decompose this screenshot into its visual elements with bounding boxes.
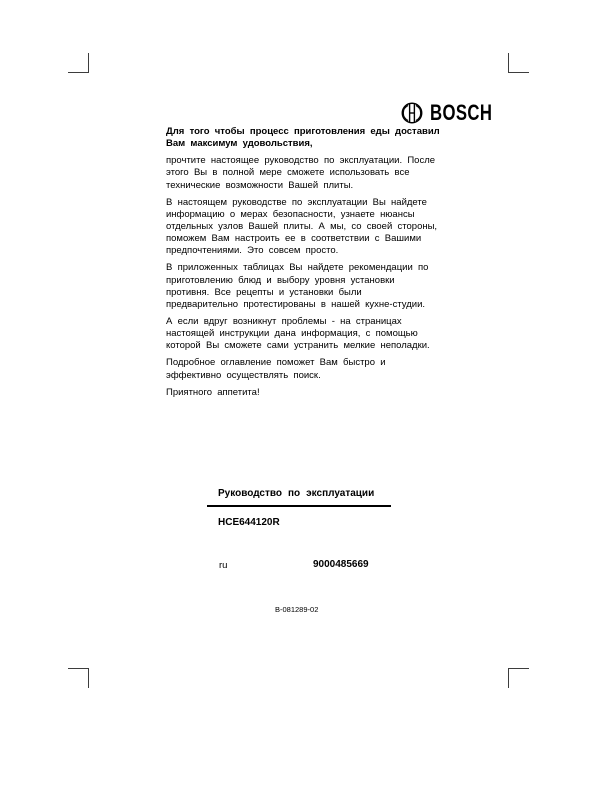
document-title: Руководство по эксплуатации xyxy=(218,488,375,499)
bosch-armature-icon xyxy=(401,102,423,124)
intro-text-block xyxy=(166,126,444,399)
paragraph xyxy=(166,155,444,192)
paragraph-line: настоящей инструкции дана информация, с помощью xyxy=(166,328,418,340)
language-code: ru xyxy=(219,560,228,571)
crop-mark-bottom-right xyxy=(508,668,529,688)
paragraph-line: этого Вы в полной мере сможете использовать все xyxy=(166,167,410,179)
crop-mark-bottom-left xyxy=(68,668,89,688)
crop-mark-top-left xyxy=(68,53,89,73)
intro-paragraphs xyxy=(166,126,444,382)
paragraph xyxy=(166,262,444,311)
paragraph-line: которой Вы сможете сами устранить мелкие неполадки. xyxy=(166,340,430,352)
paragraph-line: эффективно осуществлять поиск. xyxy=(166,369,321,381)
model-number: HCE644120R xyxy=(218,517,280,528)
paragraph-line: отдельных узлов Вашей плиты. А мы, со своей стороны, xyxy=(166,221,438,233)
paragraph xyxy=(166,197,444,258)
brand-wordmark: BOSCH xyxy=(430,99,493,125)
paragraph-line: противня. Все рецепты и установки были xyxy=(166,286,362,298)
paragraph-line: приготовлению блюд и выбору уровня установки xyxy=(166,274,395,286)
closing-line: Приятного аппетита! xyxy=(166,386,260,398)
paragraph xyxy=(166,126,444,150)
paragraph-line: Вам максимум удовольствия, xyxy=(166,138,313,150)
paragraph-line: предварительно протестированы в нашей кухне-студии. xyxy=(166,299,426,311)
bosch-logo xyxy=(401,100,512,125)
paragraph-line: поможем Вам настроить ее в соответствии с Вашими xyxy=(166,233,422,245)
crop-mark-top-right xyxy=(508,53,529,73)
print-code: B-081289-02 xyxy=(275,605,319,614)
paragraph-line: В настоящем руководстве по эксплуатации Вы найдете xyxy=(166,196,427,208)
title-rule xyxy=(207,505,391,507)
paragraph-line: А если вдруг возникнут проблемы - на страницах xyxy=(166,316,402,328)
paragraph-line: прочтите настоящее руководство по эксплуатации. После xyxy=(166,155,436,167)
paragraph-line: информацию о мерах безопасности, узнаете нюансы xyxy=(166,208,415,220)
paragraph xyxy=(166,316,444,353)
paragraph-line: предпочтениями. Это совсем просто. xyxy=(166,245,339,257)
material-number: 9000485669 xyxy=(313,559,369,570)
paragraph xyxy=(166,357,444,381)
paragraph-line: Для того чтобы процесс приготовления еды доставил xyxy=(166,126,440,137)
paragraph-line: В приложенных таблицах Вы найдете рекомендации по xyxy=(166,262,429,274)
paragraph-line: технические возможности Вашей плиты. xyxy=(166,179,354,191)
paragraph-line: Подробное оглавление поможет Вам быстро и xyxy=(166,357,386,369)
